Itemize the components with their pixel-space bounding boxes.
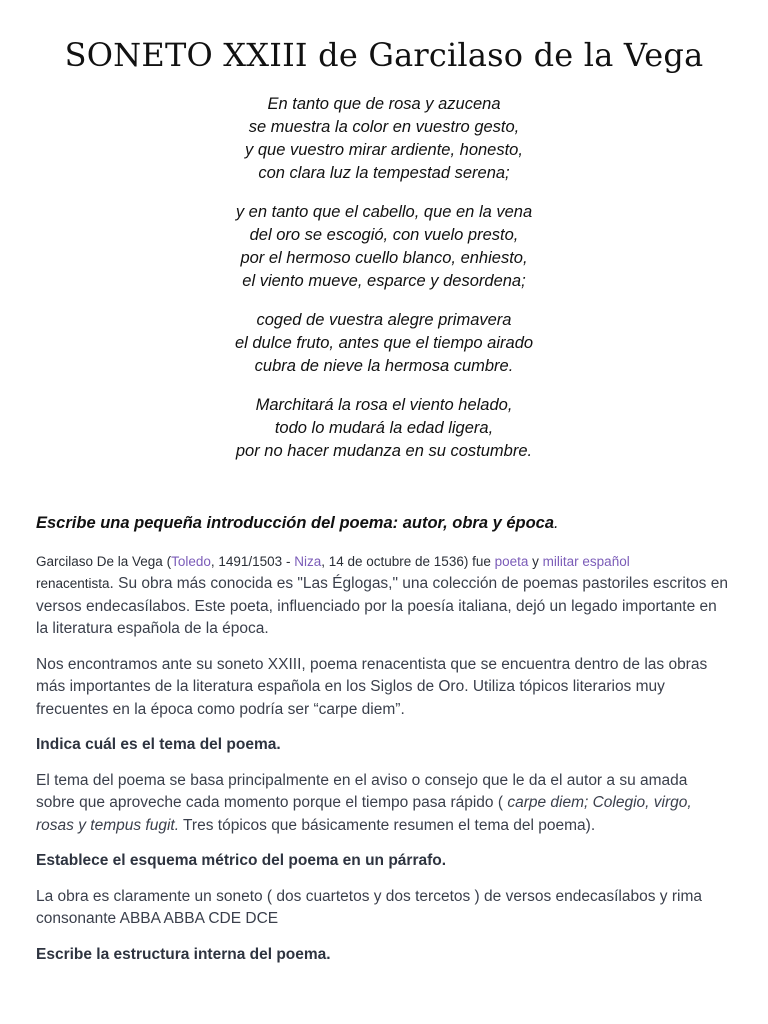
poem-stanza-1 bbox=[36, 93, 732, 185]
metric-paragraph: La obra es claramente un soneto ( dos cuartetos y dos tercetos ) de versos endecasílabos y rima consonante ABBA ABBA CDE DCE bbox=[36, 887, 702, 927]
link-niza[interactable]: Niza bbox=[294, 553, 322, 569]
poem-line: y en tanto que el cabello, que en la vena bbox=[235, 203, 533, 221]
question-theme: Indica cuál es el tema del poema. bbox=[36, 736, 281, 753]
poem-line: se muestra la color en vuestro gesto, bbox=[248, 118, 520, 136]
question-intro-period: . bbox=[554, 514, 559, 532]
intro-text-1: Garcilaso De la Vega ( bbox=[36, 553, 172, 569]
question-intro-text: Escribe una pequeña introducción del poema: autor, obra y época bbox=[36, 514, 555, 532]
theme-paragraph bbox=[36, 770, 728, 838]
poem-line: coged de vuestra alegre primavera bbox=[256, 311, 512, 329]
intro-text-6: . Su obra más conocida es "Las Églogas," una colección de poemas pastoriles escritos en versos endecasílabos. Este poeta, influenciado por la poesía italiana, dejó un legado importante en la literatura española de la época. bbox=[36, 575, 728, 637]
poem-stanza-3 bbox=[36, 309, 732, 378]
link-poeta[interactable]: poeta bbox=[494, 553, 529, 569]
link-toledo[interactable]: Toledo bbox=[171, 553, 211, 569]
intro-text-4: y bbox=[528, 553, 543, 569]
poem-line: el viento mueve, esparce y desordena; bbox=[242, 272, 526, 290]
poem-stanza-4 bbox=[36, 394, 732, 463]
article-body bbox=[36, 512, 728, 979]
poem-stanza-2 bbox=[36, 201, 732, 293]
page-title: SONETO XXIII de Garcilaso de la Vega bbox=[64, 36, 704, 74]
poem-line: el dulce fruto, antes que el tiempo airado bbox=[234, 334, 534, 352]
theme-text-2: Tres tópicos que básicamente resumen el tema del poema). bbox=[179, 816, 596, 834]
intro-text-3: , 14 de octubre de 1536) fue bbox=[321, 553, 495, 569]
poem-line: por el hermoso cuello blanco, enhiesto, bbox=[240, 249, 528, 267]
intro-text-2: , 1491/1503 - bbox=[210, 553, 295, 569]
theme-topics: carpe diem; Colegio, virgo, rosas y tempus fugit. bbox=[36, 794, 692, 834]
poem-line: En tanto que de rosa y azucena bbox=[267, 95, 501, 113]
context-paragraph: Nos encontramos ante su soneto XXIII, poema renacentista que se encuentra dentro de las obras más importantes de la literatura española en los Siglos de Oro. Utiliza tópicos literarios muy frecuentes en la época como podría ser “carpe diem”. bbox=[36, 655, 708, 718]
poem-line: con clara luz la tempestad serena; bbox=[258, 164, 510, 182]
theme-text-1: El tema del poema se basa principalmente en el aviso o consejo que le da el autor a su amada sobre que aproveche cada momento porque el tiempo pasa rápido ( bbox=[36, 771, 688, 811]
intro-text-5: renacentista bbox=[36, 576, 110, 591]
poem bbox=[36, 93, 732, 479]
poem-line: del oro se escogió, con vuelo presto, bbox=[249, 226, 519, 244]
question-structure: Escribe la estructura interna del poema. bbox=[36, 945, 331, 963]
intro-paragraph bbox=[36, 551, 728, 641]
poem-line: Marchitará la rosa el viento helado, bbox=[255, 396, 513, 414]
poem-line: cubra de nieve la hermosa cumbre. bbox=[254, 357, 514, 375]
poem-line: todo lo mudará la edad ligera, bbox=[274, 419, 494, 437]
poem-line: y que vuestro mirar ardiente, honesto, bbox=[245, 141, 523, 159]
question-metric: Establece el esquema métrico del poema en un párrafo. bbox=[36, 852, 447, 869]
poem-line: por no hacer mudanza en su costumbre. bbox=[235, 442, 533, 460]
question-intro bbox=[36, 512, 728, 535]
link-militar-espanol[interactable]: militar español bbox=[542, 553, 630, 569]
